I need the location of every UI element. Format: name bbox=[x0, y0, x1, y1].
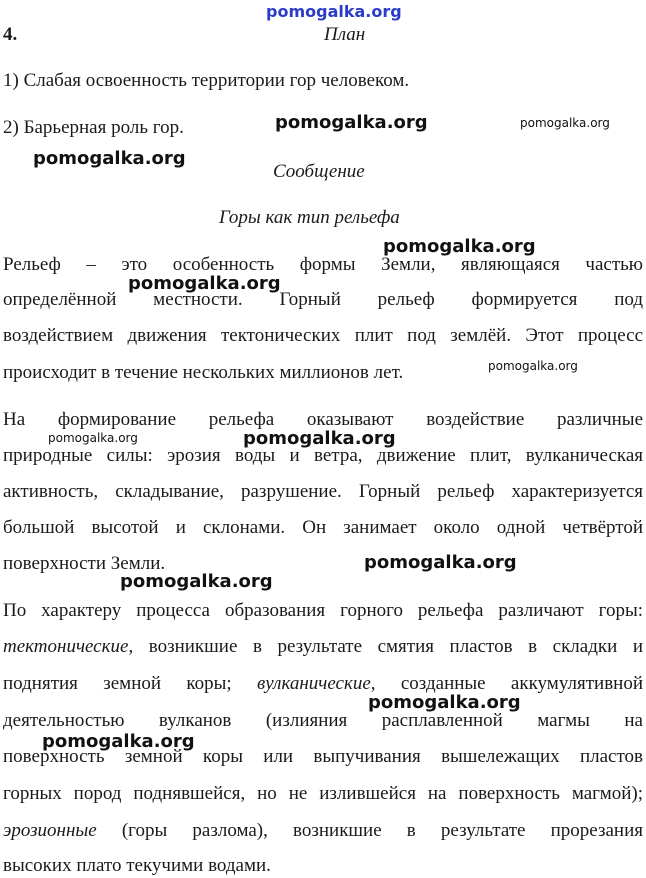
watermark: pomogalka.org bbox=[42, 731, 195, 752]
paragraph3-line2 bbox=[3, 636, 643, 658]
term-erosional: эрозионные bbox=[3, 820, 97, 841]
paragraph3-line2-rest: , возникшие в результате смятия пластов в складки и bbox=[128, 636, 643, 657]
paragraph3-line1: По характеру процесса образования горного рельефа различают горы: bbox=[3, 600, 643, 621]
paragraph1-line1: Рельеф – это особенность формы Земли, являющаяся частью bbox=[3, 254, 643, 275]
watermark: pomogalka.org bbox=[368, 692, 521, 713]
paragraph3-line8: высоких плато текучими водами. bbox=[3, 855, 271, 876]
watermark: pomogalka.org bbox=[120, 571, 273, 592]
term-tectonic: тектонические bbox=[3, 636, 129, 657]
paragraph3-line6: горных пород поднявшейся, но не излившейся на поверхность магмой); bbox=[3, 783, 643, 804]
watermark: pomogalka.org bbox=[243, 428, 396, 449]
top-watermark: pomogalka.org bbox=[266, 2, 402, 21]
watermark: pomogalka.org bbox=[488, 359, 578, 373]
paragraph2-line1: На формирование рельефа оказывают воздействие различные bbox=[3, 409, 643, 430]
paragraph2-line2: природные силы: эрозия воды и ветра, движение плит, вулканическая bbox=[3, 445, 643, 466]
paragraph3-line5: поверхность земной коры или выпучивания вышележащих пластов bbox=[3, 746, 643, 767]
paragraph2-line3: активность, складывание, разрушение. Горный рельеф характеризуется bbox=[3, 481, 643, 502]
paragraph3-line3-start: поднятия земной коры; bbox=[3, 673, 257, 694]
paragraph3-line7-rest: (горы разлома), возникшие в результате прорезания bbox=[96, 820, 643, 841]
paragraph3-line4: деятельностью вулканов (излияния расплавленной магмы на bbox=[3, 710, 643, 731]
paragraph2-line5: поверхности Земли. bbox=[3, 553, 166, 574]
term-volcanic: вулканические bbox=[257, 673, 371, 694]
message-title: Сообщение bbox=[273, 161, 365, 182]
watermark: pomogalka.org bbox=[33, 148, 186, 169]
paragraph1-line3: воздействием движения тектонических плит под землёй. Этот процесс bbox=[3, 325, 643, 346]
paragraph1-line2: определённой местности. Горный рельеф формируется под bbox=[3, 289, 643, 310]
paragraph1-line4: происходит в течение нескольких миллионов лет. bbox=[3, 362, 404, 383]
plan-title: План bbox=[324, 24, 366, 45]
watermark: pomogalka.org bbox=[364, 552, 517, 573]
watermark: pomogalka.org bbox=[383, 236, 536, 257]
paragraph3-line7 bbox=[3, 820, 643, 842]
paragraph2-line4: большой высотой и склонами. Он занимает около одной четвёртой bbox=[3, 517, 643, 538]
plan-item-2: 2) Барьерная роль гор. bbox=[3, 117, 184, 138]
paragraph3-line3 bbox=[3, 673, 643, 695]
paragraph3-line3-rest: , созданные аккумулятивной bbox=[370, 673, 643, 694]
watermark: pomogalka.org bbox=[48, 431, 138, 445]
task-number: 4. bbox=[3, 24, 18, 45]
topic-title: Горы как тип рельефа bbox=[219, 207, 400, 228]
watermark: pomogalka.org bbox=[520, 116, 610, 130]
plan-item-1: 1) Слабая освоенность территории гор человеком. bbox=[3, 70, 410, 91]
watermark: pomogalka.org bbox=[275, 112, 428, 133]
watermark: pomogalka.org bbox=[128, 273, 281, 294]
